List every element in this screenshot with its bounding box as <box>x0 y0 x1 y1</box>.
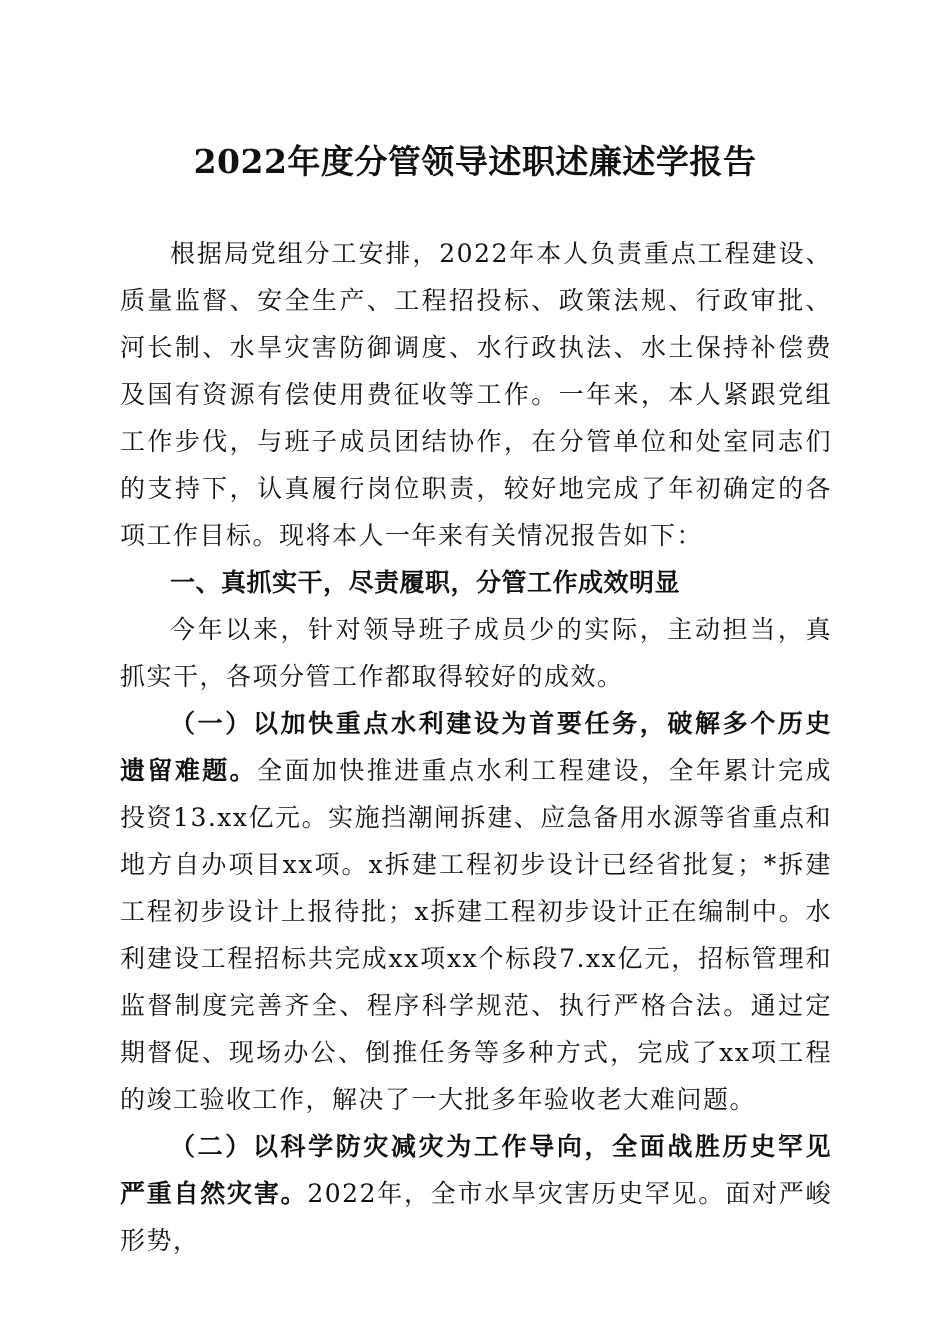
intro-paragraph: 根据局党组分工安排，2022年本人负责重点工程建设、质量监督、安全生产、工程招投标、政策法规、行政审批、河长制、水旱灾害防御调度、水行政执法、水土保持补偿费及国有资源有偿使用费征收等工作。一年来，本人紧跟党组工作步伐，与班子成员团结协作，在分管单位和处室同志们的支持下，认真履行岗位职责，较好地完成了年初确定的各项工作目标。现将本人一年来有关情况报告如下： <box>120 239 832 550</box>
section1-intro-paragraph: 今年以来，针对领导班子成员少的实际，主动担当，真抓实干，各项分管工作都取得较好的成效。 <box>120 615 832 691</box>
item2-lead: （二）以科学防灾减灾为工作导向，全面战胜历史罕见严重自然灾害。 <box>120 1132 832 1208</box>
item1-lead: （一）以加快重点水利建设为首要任务，破解多个历史遗留难题。 <box>120 709 832 785</box>
document-body <box>120 230 832 1264</box>
item2-text: 2022年，全市水旱灾害历史罕见。面对严峻形势， <box>120 1179 832 1255</box>
section1-item2-paragraph <box>120 1123 832 1264</box>
section-heading-1: 一、真抓实干，尽责履职，分管工作成效明显 <box>170 568 681 597</box>
document-title: 2022年度分管领导述职述廉述学报告 <box>193 142 757 181</box>
item1-text: 全面加快推进重点水利工程建设，全年累计完成投资13.xx亿元。实施挡潮闸拆建、应急备用水源等省重点和地方自办项目xx项。x拆建工程初步设计已经省批复；*拆建工程初步设计上报待批；x拆建工程初步设计正在编制中。水利建设工程招标共完成xx项xx个标段7.xx亿元，招标管理和监督制度完善齐全、程序科学规范、执行严格合法。通过定期督促、现场办公、倒推任务等多种方式，完成了xx项工程的竣工验收工作，解决了一大批多年验收老大难问题。 <box>120 756 832 1114</box>
section1-item1-paragraph <box>120 700 832 1123</box>
